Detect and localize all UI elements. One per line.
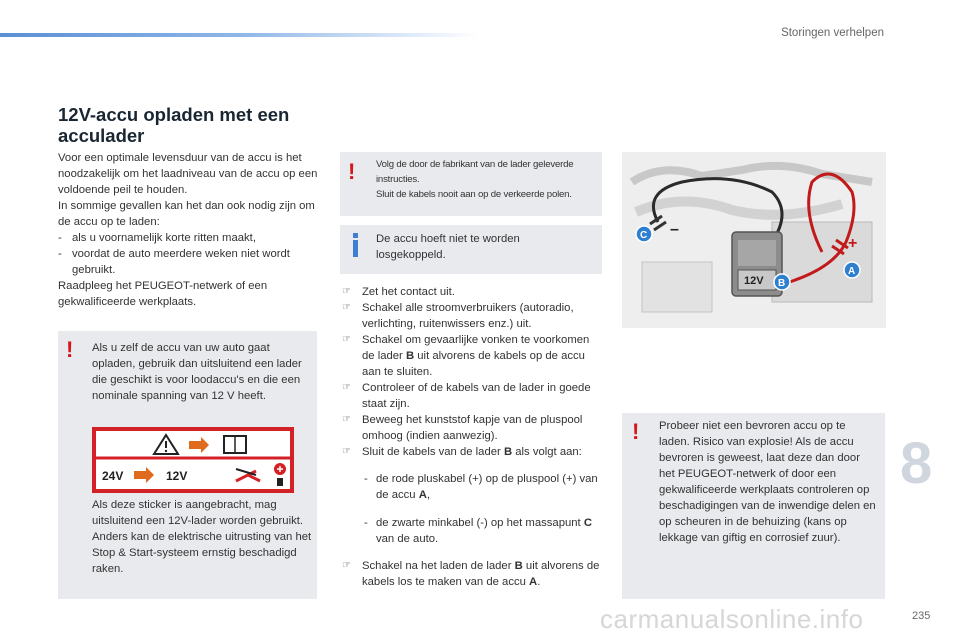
info-box xyxy=(340,225,602,274)
list-item: - voordat de auto meerdere weken niet wordt gebruikt. xyxy=(58,246,320,278)
sticker-graphic xyxy=(96,431,290,489)
info-text: De accu hoeft niet te worden losgekoppeld. xyxy=(376,233,520,261)
charger-connection-diagram xyxy=(622,152,886,328)
engine-bay-illustration xyxy=(622,152,886,328)
warning-box-frozen-battery xyxy=(622,413,885,599)
minus-symbol: – xyxy=(670,221,679,238)
sticker-label-12v: 12V xyxy=(166,469,188,483)
intro-paragraph: Voor een optimale levensduur van de accu is het noodzakelijk om het laadniveau van de accu op een voldoende peil te houden. xyxy=(58,152,318,196)
watermark: carmanualsonline.info xyxy=(600,604,864,634)
list-item: ☞ Beweeg het kunststof kapje van de pluspool omhoog (indien aanwezig). xyxy=(340,412,602,444)
list-item: ☞ Sluit de kabels van de lader B als volgt aan: xyxy=(340,444,602,460)
warning-text: Als u zelf de accu van uw auto gaat opladen, gebruik dan uitsluitend een lader die geschikt is voor loodaccu's en die een nominale spanning van 12 V heeft. xyxy=(92,342,302,402)
procedure-steps xyxy=(340,284,602,590)
list-item: ☞ Schakel om gevaarlijke vonken te voorkomen de lader B uit alvorens de kabels op de accu aan te sluiten. xyxy=(340,332,602,380)
label-a: A xyxy=(848,266,856,277)
page-title: 12V-accu opladen met een acculader xyxy=(58,104,290,146)
intro-paragraph: Raadpleeg het PEUGEOT-netwerk of een gekwalificeerde werkplaats. xyxy=(58,280,268,308)
chapter-number: 8 xyxy=(900,431,933,496)
sticker-label-24v: 24V xyxy=(102,469,124,483)
list-item: - de zwarte minkabel (-) op het massapunt C van de auto. xyxy=(340,515,602,547)
arrow-icon xyxy=(189,437,209,453)
sticker-image xyxy=(92,427,294,493)
header-accent-bar xyxy=(0,33,480,37)
label-c: C xyxy=(640,230,648,241)
intro-paragraph: In sommige gevallen kan het dan ook nodig zijn om de accu op te laden: xyxy=(58,200,315,228)
list-item: - de rode pluskabel (+) op de pluspool (+) van de accu A, xyxy=(340,471,602,503)
label-b: B xyxy=(778,278,786,289)
arrow-icon xyxy=(134,467,154,483)
list-item: - als u voornamelijk korte ritten maakt, xyxy=(58,230,320,246)
warning-line: Volg de door de fabrikant van de lader geleverde instructies. xyxy=(376,159,574,185)
intro-text xyxy=(58,150,320,310)
section-title: Storingen verhelpen xyxy=(781,27,884,39)
warning-icon: ! xyxy=(348,159,356,184)
warning-icon: ! xyxy=(632,419,640,444)
warning-text xyxy=(376,157,596,202)
list-item: ☞ Schakel na het laden de lader B uit alvorens de kabels los te maken van de accu A. xyxy=(340,558,602,590)
list-item: ☞ Schakel alle stroomverbruikers (autoradio, verlichting, ruitenwissers enz.) uit. xyxy=(340,300,602,332)
charger-label: 12V xyxy=(744,275,764,287)
plus-symbol: + xyxy=(848,235,858,252)
warning-box-instructions xyxy=(340,152,602,216)
page-number: 235 xyxy=(912,610,931,622)
list-item: ☞ Controleer of de kabels van de lader in goede staat zijn. xyxy=(340,380,602,412)
warning-line: Sluit de kabels nooit aan op de verkeerde polen. xyxy=(376,189,572,200)
warning-icon: ! xyxy=(66,337,74,362)
list-item: ☞ Zet het contact uit. xyxy=(340,284,602,300)
info-icon xyxy=(353,240,358,257)
warning-text: Probeer niet een bevroren accu op te laden. Risico van explosie! Als de accu bevroren is geweest, laat deze dan door het PEUGEOT-netwerk of door een gekwalificeerde werkplaats controleren op beschadigingen van de inwendige delen en op scheuren in de behuizing (kans op lekkage van giftig en corrosief zuur). xyxy=(659,420,876,544)
sticker-explanation: Als deze sticker is aangebracht, mag uitsluitend een 12V-lader worden gebruikt. Anders kan de elektrische uitrusting van het Stop & Start-systeem ernstig beschadigd raken. xyxy=(92,499,312,575)
